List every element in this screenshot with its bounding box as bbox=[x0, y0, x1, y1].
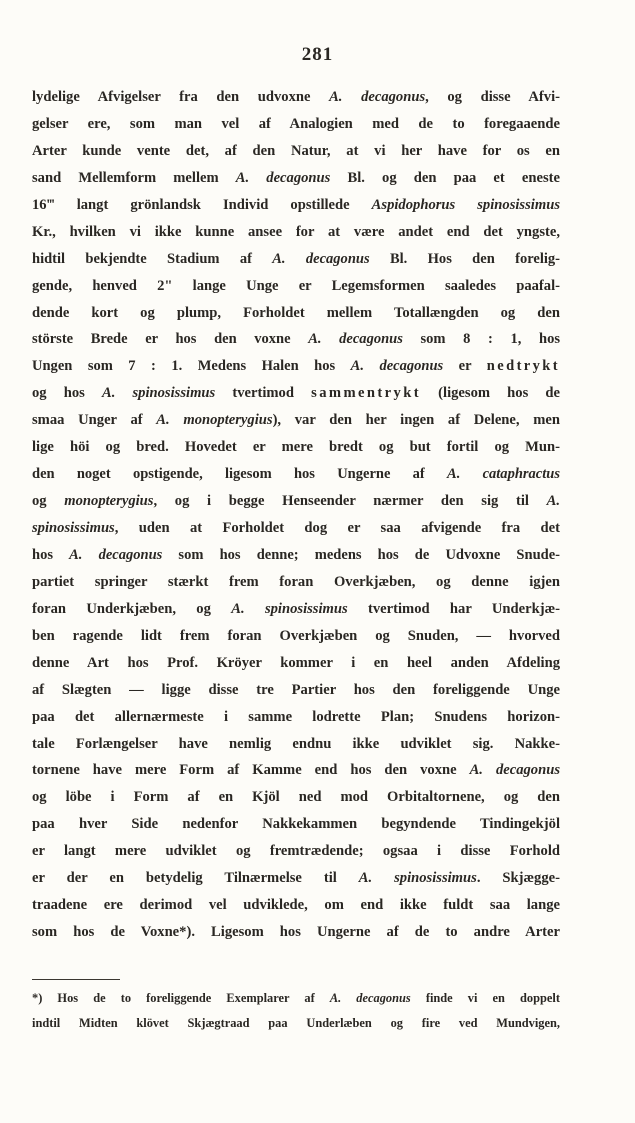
italic-text: A. monopterygius bbox=[156, 412, 273, 429]
text-line bbox=[32, 542, 560, 569]
text-line bbox=[32, 192, 560, 219]
text-segment: dende kort og plump, Forholdet mellem Totallængden og den bbox=[32, 304, 560, 321]
text-segment: Bl. Hos den forelig- bbox=[369, 250, 560, 267]
text-line bbox=[32, 353, 560, 380]
text-line bbox=[32, 434, 560, 461]
text-line bbox=[32, 111, 560, 138]
text-segment: (ligesom hos de bbox=[421, 385, 560, 402]
text-line bbox=[32, 865, 560, 892]
text-line bbox=[32, 84, 560, 111]
text-segment: paa det allernærmeste i samme lodrette Plan; Snudens horizon- bbox=[32, 708, 560, 725]
italic-text: A. spinosissimus bbox=[101, 385, 216, 402]
text-segment: Ungen som 7 : 1. Medens Halen hos bbox=[32, 358, 351, 375]
text-segment: *) Hos de to foreliggende Exemplarer af bbox=[32, 991, 330, 1005]
footnote-rule bbox=[32, 979, 120, 980]
text-segment: sand Mellemform mellem bbox=[32, 169, 236, 186]
text-line bbox=[32, 784, 560, 811]
text-line bbox=[32, 919, 560, 946]
text-line bbox=[32, 165, 560, 192]
text-segment: og löbe i Form af en Kjöl ned mod Orbitaltornene, og den bbox=[32, 789, 560, 806]
italic-text: A. decagonus bbox=[350, 358, 444, 375]
text-line bbox=[32, 273, 560, 300]
footnote-line bbox=[32, 1011, 560, 1036]
text-segment: foran Underkjæben, og bbox=[32, 600, 232, 617]
text-line bbox=[32, 488, 560, 515]
text-segment: og bbox=[32, 493, 65, 510]
text-line bbox=[32, 461, 560, 488]
text-segment: störste Brede er hos den voxne bbox=[32, 331, 309, 348]
text-segment: tvertimod har Underkjæ- bbox=[347, 600, 560, 617]
italic-text: A. decagonus bbox=[69, 546, 163, 563]
text-segment: 16‴ langt grönlandsk Individ opstillede bbox=[32, 196, 372, 213]
body-text bbox=[32, 84, 560, 946]
text-segment: hidtil bekjendte Stadium af bbox=[32, 250, 273, 267]
text-segment: tale Forlængelser have nemlig endnu ikke udviklet sig. Nakke- bbox=[32, 735, 560, 752]
text-segment: er bbox=[443, 358, 487, 375]
page-number: 281 bbox=[301, 44, 334, 65]
footnote bbox=[32, 986, 560, 1036]
text-segment: , og i begge Henseender nærmer den sig til bbox=[153, 493, 547, 510]
text-segment: traadene ere derimod vel udviklede, om end ikke fuldt saa lange bbox=[32, 897, 560, 914]
text-line bbox=[32, 892, 560, 919]
text-segment: er langt mere udviklet og fremtrædende; ogsaa i disse Forhold bbox=[32, 843, 560, 860]
text-line bbox=[32, 811, 560, 838]
text-line bbox=[32, 757, 560, 784]
text-segment: er der en betydelig Tilnærmelse til bbox=[32, 870, 359, 887]
text-segment: som 8 : 1, hos bbox=[402, 331, 560, 348]
text-segment: af Slægten — ligge disse tre Partier hos den foreliggende Unge bbox=[32, 681, 560, 698]
text-segment: som hos de Voxne*). Ligesom hos Ungerne af de to andre Arter bbox=[32, 924, 560, 941]
text-line bbox=[32, 569, 560, 596]
text-line bbox=[32, 704, 560, 731]
text-line bbox=[32, 326, 560, 353]
text-line bbox=[32, 138, 560, 165]
text-line bbox=[32, 380, 560, 407]
text-line bbox=[32, 219, 560, 246]
text-segment: , uden at Forholdet dog er saa afvigende fra det bbox=[114, 520, 560, 536]
italic-text: A. spinosissimus bbox=[231, 600, 348, 617]
text-segment: lige höi og bred. Hovedet er mere bredt og but fortil og Mun- bbox=[32, 439, 560, 456]
text-line bbox=[32, 650, 560, 677]
text-segment: indtil Midten klövet Skjægtraad paa Underlæben og fire ved Mundvigen, bbox=[32, 1016, 560, 1030]
text-segment: og hos bbox=[32, 385, 102, 402]
italic-text: A. decagonus bbox=[329, 89, 426, 105]
italic-text: A. decagonus bbox=[235, 169, 331, 186]
spaced-text: nedtrykt bbox=[486, 358, 561, 375]
text-line bbox=[32, 731, 560, 758]
text-segment: hos bbox=[32, 546, 70, 563]
text-line bbox=[32, 246, 560, 273]
italic-text: A. decagonus bbox=[308, 331, 403, 348]
text-line bbox=[32, 596, 560, 623]
italic-text: A. decagonus bbox=[469, 762, 560, 779]
text-segment: ), var den her ingen af Delene, men bbox=[272, 412, 560, 429]
text-line bbox=[32, 838, 560, 865]
italic-text: A. bbox=[546, 493, 560, 510]
text-line bbox=[32, 407, 560, 434]
text-segment: ben ragende lidt frem foran Overkjæben og Snuden, — hvorved bbox=[32, 627, 560, 644]
text-segment: gende, henved 2" lange Unge er Legemsformen saaledes paafal- bbox=[32, 277, 560, 294]
italic-text: spinosissimus bbox=[32, 520, 115, 536]
footnote-line bbox=[32, 986, 560, 1011]
text-line bbox=[32, 623, 560, 650]
text-segment: tornene have mere Form af Kamme end hos den voxne bbox=[32, 762, 470, 779]
text-line bbox=[32, 300, 560, 327]
text-line bbox=[32, 677, 560, 704]
text-segment: den noget opstigende, ligesom hos Ungerne af bbox=[32, 466, 448, 483]
text-segment: finde vi en doppelt bbox=[410, 991, 560, 1005]
italic-text: A. spinosissimus bbox=[358, 870, 477, 887]
italic-text: A. cataphractus bbox=[447, 466, 561, 483]
italic-text: monopterygius bbox=[64, 493, 154, 510]
text-segment: som hos denne; medens hos de Udvoxne Snude- bbox=[162, 546, 560, 563]
text-line bbox=[32, 515, 560, 542]
text-segment: partiet springer stærkt frem foran Overkjæben, og denne igjen bbox=[32, 573, 560, 590]
italic-text: A. decagonus bbox=[329, 991, 411, 1005]
text-segment: paa hver Side nedenfor Nakkekammen begyndende Tindingekjöl bbox=[32, 816, 560, 833]
italic-text: Aspidophorus spinosissimus bbox=[371, 196, 560, 213]
text-segment: Bl. og den paa et eneste bbox=[330, 169, 560, 186]
text-segment: tvertimod bbox=[215, 385, 312, 402]
text-segment: lydelige Afvigelser fra den udvoxne bbox=[32, 89, 330, 105]
text-segment: denne Art hos Prof. Kröyer kommer i en heel anden Afdeling bbox=[32, 654, 560, 671]
text-segment: Arter kunde vente det, af den Natur, at vi her have for os en bbox=[32, 142, 560, 159]
spaced-text: sammentrykt bbox=[311, 385, 422, 402]
text-segment: , og disse Afvi- bbox=[425, 89, 560, 105]
text-segment: . Skjægge- bbox=[476, 870, 560, 887]
text-segment: Kr., hvilken vi ikke kunne ansee for at være andet end det yngste, bbox=[32, 223, 560, 240]
text-segment: gelser ere, som man vel af Analogien med de to foregaaende bbox=[32, 115, 560, 132]
text-segment: smaa Unger af bbox=[32, 412, 157, 429]
italic-text: A. decagonus bbox=[272, 250, 370, 267]
